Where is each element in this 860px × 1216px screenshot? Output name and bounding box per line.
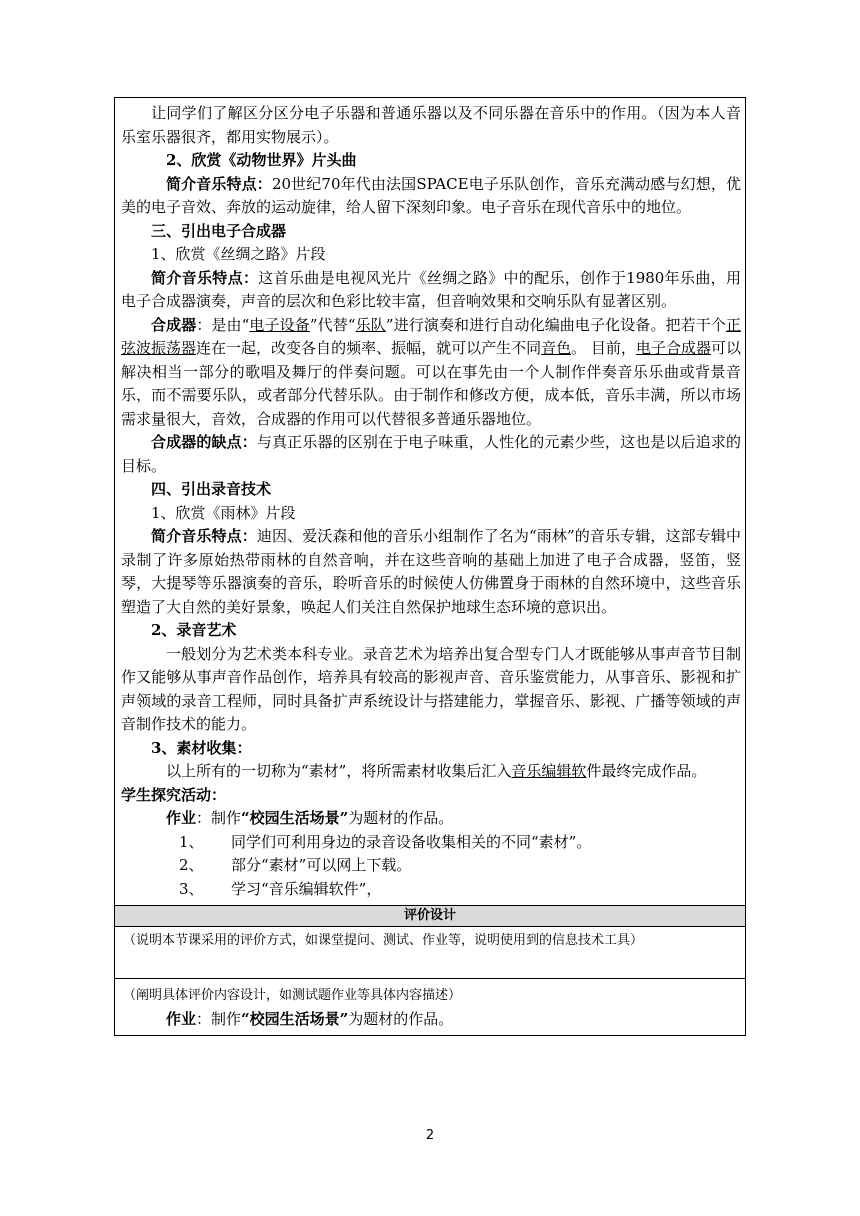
recording-art-paragraph: 一般划分为艺术类本科专业。录音艺术为培养出复合型专门人才既能够从事声音节目制作又能够从事声音作品创作，培养具有较高的影视声音、音乐鉴赏能力，从事音乐、影视和扩声领域的录音工程师，同时具备扩声系统设计与搭建能力，掌握音乐、影视、广播等领域的声音制作技术的能力。 (121, 644, 741, 733)
list-item: 2、 部分“素材”可以网上下载。 (179, 856, 412, 874)
lesson-content (115, 98, 745, 905)
section-heading: 2、欣赏《动物世界》片头曲 (166, 151, 357, 169)
lesson-table (114, 97, 746, 1036)
intro-paragraph: 让同学们了解区分区分电子乐器和普通乐器以及不同乐器在音乐中的作用。（因为本人音乐室乐器很齐，都用实物展示）。 (121, 104, 741, 146)
list-item: 1、 同学们可利用身边的录音设备收集相关的不同“素材”。 (179, 832, 592, 851)
music-intro-paragraph: 简介音乐特点：迪因、爱沃森和他的音乐小组制作了名为“雨林”的音乐专辑，这部专辑中录制了许多原始热带雨林的自然音响，并在这些音响的基础上加进了电子合成器，竖笛，竖琴，大提琴等乐器演奏的音乐，聆听音乐的时候使人仿佛置身于雨林的自然环境中，这些音乐塑造了大自然的美好景象，唤起人们关注自然保护地球生态环境的意识出。 (121, 527, 741, 616)
music-intro-paragraph: 简介音乐特点：20世纪70年代由法国SPACE电子乐队创作，音乐充满动感与幻想，优美的电子音效、奔放的运动旋律，给人留下深刻印象。电子音乐在现代音乐中的地位。 (121, 174, 741, 216)
synthesizer-drawback-paragraph: 合成器的缺点：与真正乐器的区别在于电子味重，人性化的元素少些，这也是以后追求的目标。 (121, 433, 741, 475)
evaluation-content-note: （阐明具体评价内容设计，如测试题作业等具体内容描述） (123, 988, 462, 1003)
subsection-heading: 1、欣赏《丝绸之路》片段 (151, 245, 326, 263)
list-item: 3、 学习“音乐编辑软件”， (179, 879, 382, 898)
section-heading: 3、素材收集： (151, 738, 252, 757)
section-heading: 2、录音艺术 (151, 621, 237, 639)
section-heading: 学生探究活动： (121, 785, 227, 804)
section-heading: 三、引出电子合成器 (151, 221, 287, 240)
section-heading: 四、引出录音技术 (151, 480, 272, 498)
evaluation-method-note: （说明本节课采用的评价方式，如课堂提问、测试、作业等，说明使用到的信息技术工具） (115, 927, 745, 979)
material-paragraph: 以上所有的一切称为“素材”，将所需素材收集后汇入音乐编辑软件最终完成作品。 (166, 762, 707, 780)
evaluation-homework: 作业：制作“校园生活场景”为题材的作品。 (166, 1010, 454, 1028)
page-number: 2 (425, 1128, 435, 1143)
homework-line: 作业：制作“校园生活场景”为题材的作品。 (166, 809, 454, 827)
music-intro-paragraph: 简介音乐特点：这首乐曲是电视风光片《丝绸之路》中的配乐，创作于1980年乐曲，用电子合成器演奏，声音的层次和色彩比较丰富，但音响效果和交响乐队有显著区别。 (121, 268, 741, 310)
subsection-heading: 1、欣赏《雨林》片段 (151, 503, 296, 522)
synthesizer-paragraph: 合成器：是由“电子设备”代替“乐队”进行演奏和进行自动化编曲电子化设备。把若干个正弦波振荡器连在一起，改变各自的频率、振幅，就可以产生不同音色。 目前，电子合成器可以解决相当一部分的歌唱及舞厅的伴奏问题。可以在事先由一个人制作伴奏音乐乐曲或背景音乐，而不需要乐队，或者部分代替乐队。由于制作和修改方便，成本低，音乐丰满，所以市场需求量很大，音效，合成器的作用可以代替很多普通乐器地位。 (121, 315, 741, 428)
evaluation-header: 评价设计 (115, 905, 745, 927)
